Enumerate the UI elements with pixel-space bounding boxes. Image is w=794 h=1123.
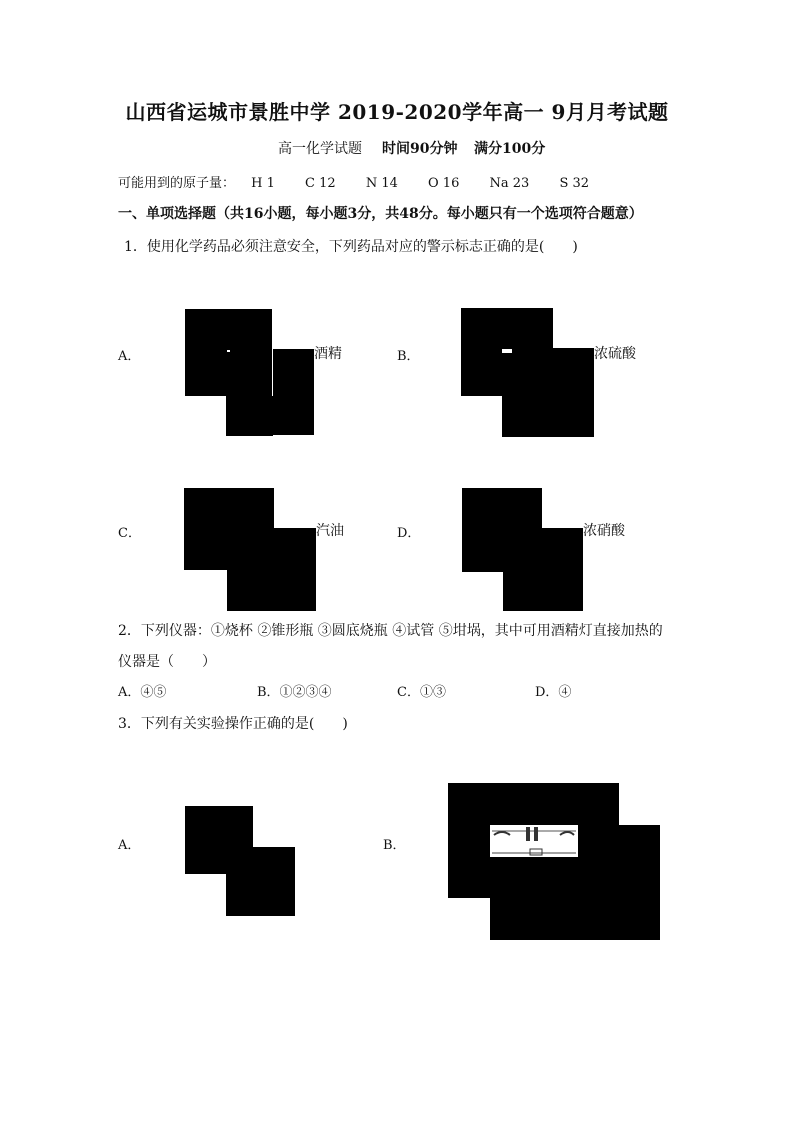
q3-option-b-letter: B． [383,838,406,853]
exam-time: 时间90分钟 [382,141,458,157]
atomic-mass-item: H 1 [251,176,275,191]
q1-option-b-letter: B． [397,349,420,364]
q1-option-b-label: 浓硫酸 [594,346,636,362]
atomic-mass-item: C 12 [305,176,336,191]
atomic-mass-item: O 16 [428,176,460,191]
exam-score: 满分100分 [474,141,546,157]
exam-subject: 高一化学试题 [278,141,362,157]
question-2-stem-line1: 2．下列仪器：①烧杯 ②锥形瓶 ③圆底烧瓶 ④试管 ⑤坩埚，其中可用酒精灯直接加热的 [118,623,663,639]
q1-option-c-label: 汽油 [316,523,344,539]
q1-option-d-letter: D． [397,526,421,541]
q2-choice-c: C．①③ [397,685,446,700]
q1-option-d-label: 浓硝酸 [583,523,625,539]
q2-choice-b: B．①②③④ [257,685,332,700]
q1-option-a-letter: A． [118,349,141,364]
section-heading: 一、单项选择题（共16小题，每小题3分，共48分。每小题只有一个选项符合题意） [118,206,643,222]
atomic-mass-item: N 14 [365,176,398,191]
question-1-stem: 1．使用化学药品必须注意安全，下列药品对应的警示标志正确的是( ) [124,239,578,255]
question-2-stem-line2: 仪器是（ ） [118,654,216,670]
atomic-mass-item: Na 23 [489,176,530,191]
q1-option-a-label: 酒精 [314,346,342,362]
atomic-masses-label: 可能用到的原子量： [118,176,236,191]
q1-option-c-letter: C． [118,526,141,541]
q2-choice-a: A．④⑤ [118,685,167,700]
apparatus-glimpse [490,825,578,857]
atomic-mass-item: S 32 [559,176,590,191]
atomic-masses-line [118,172,615,191]
q2-choice-d: D．④ [535,685,572,700]
question-3-stem: 3．下列有关实验操作正确的是( ) [118,716,348,732]
q3-option-a-letter: A． [118,838,141,853]
exam-title: 山西省运城市景胜中学 2019-2020学年高一 9月月考试题 [125,100,669,124]
